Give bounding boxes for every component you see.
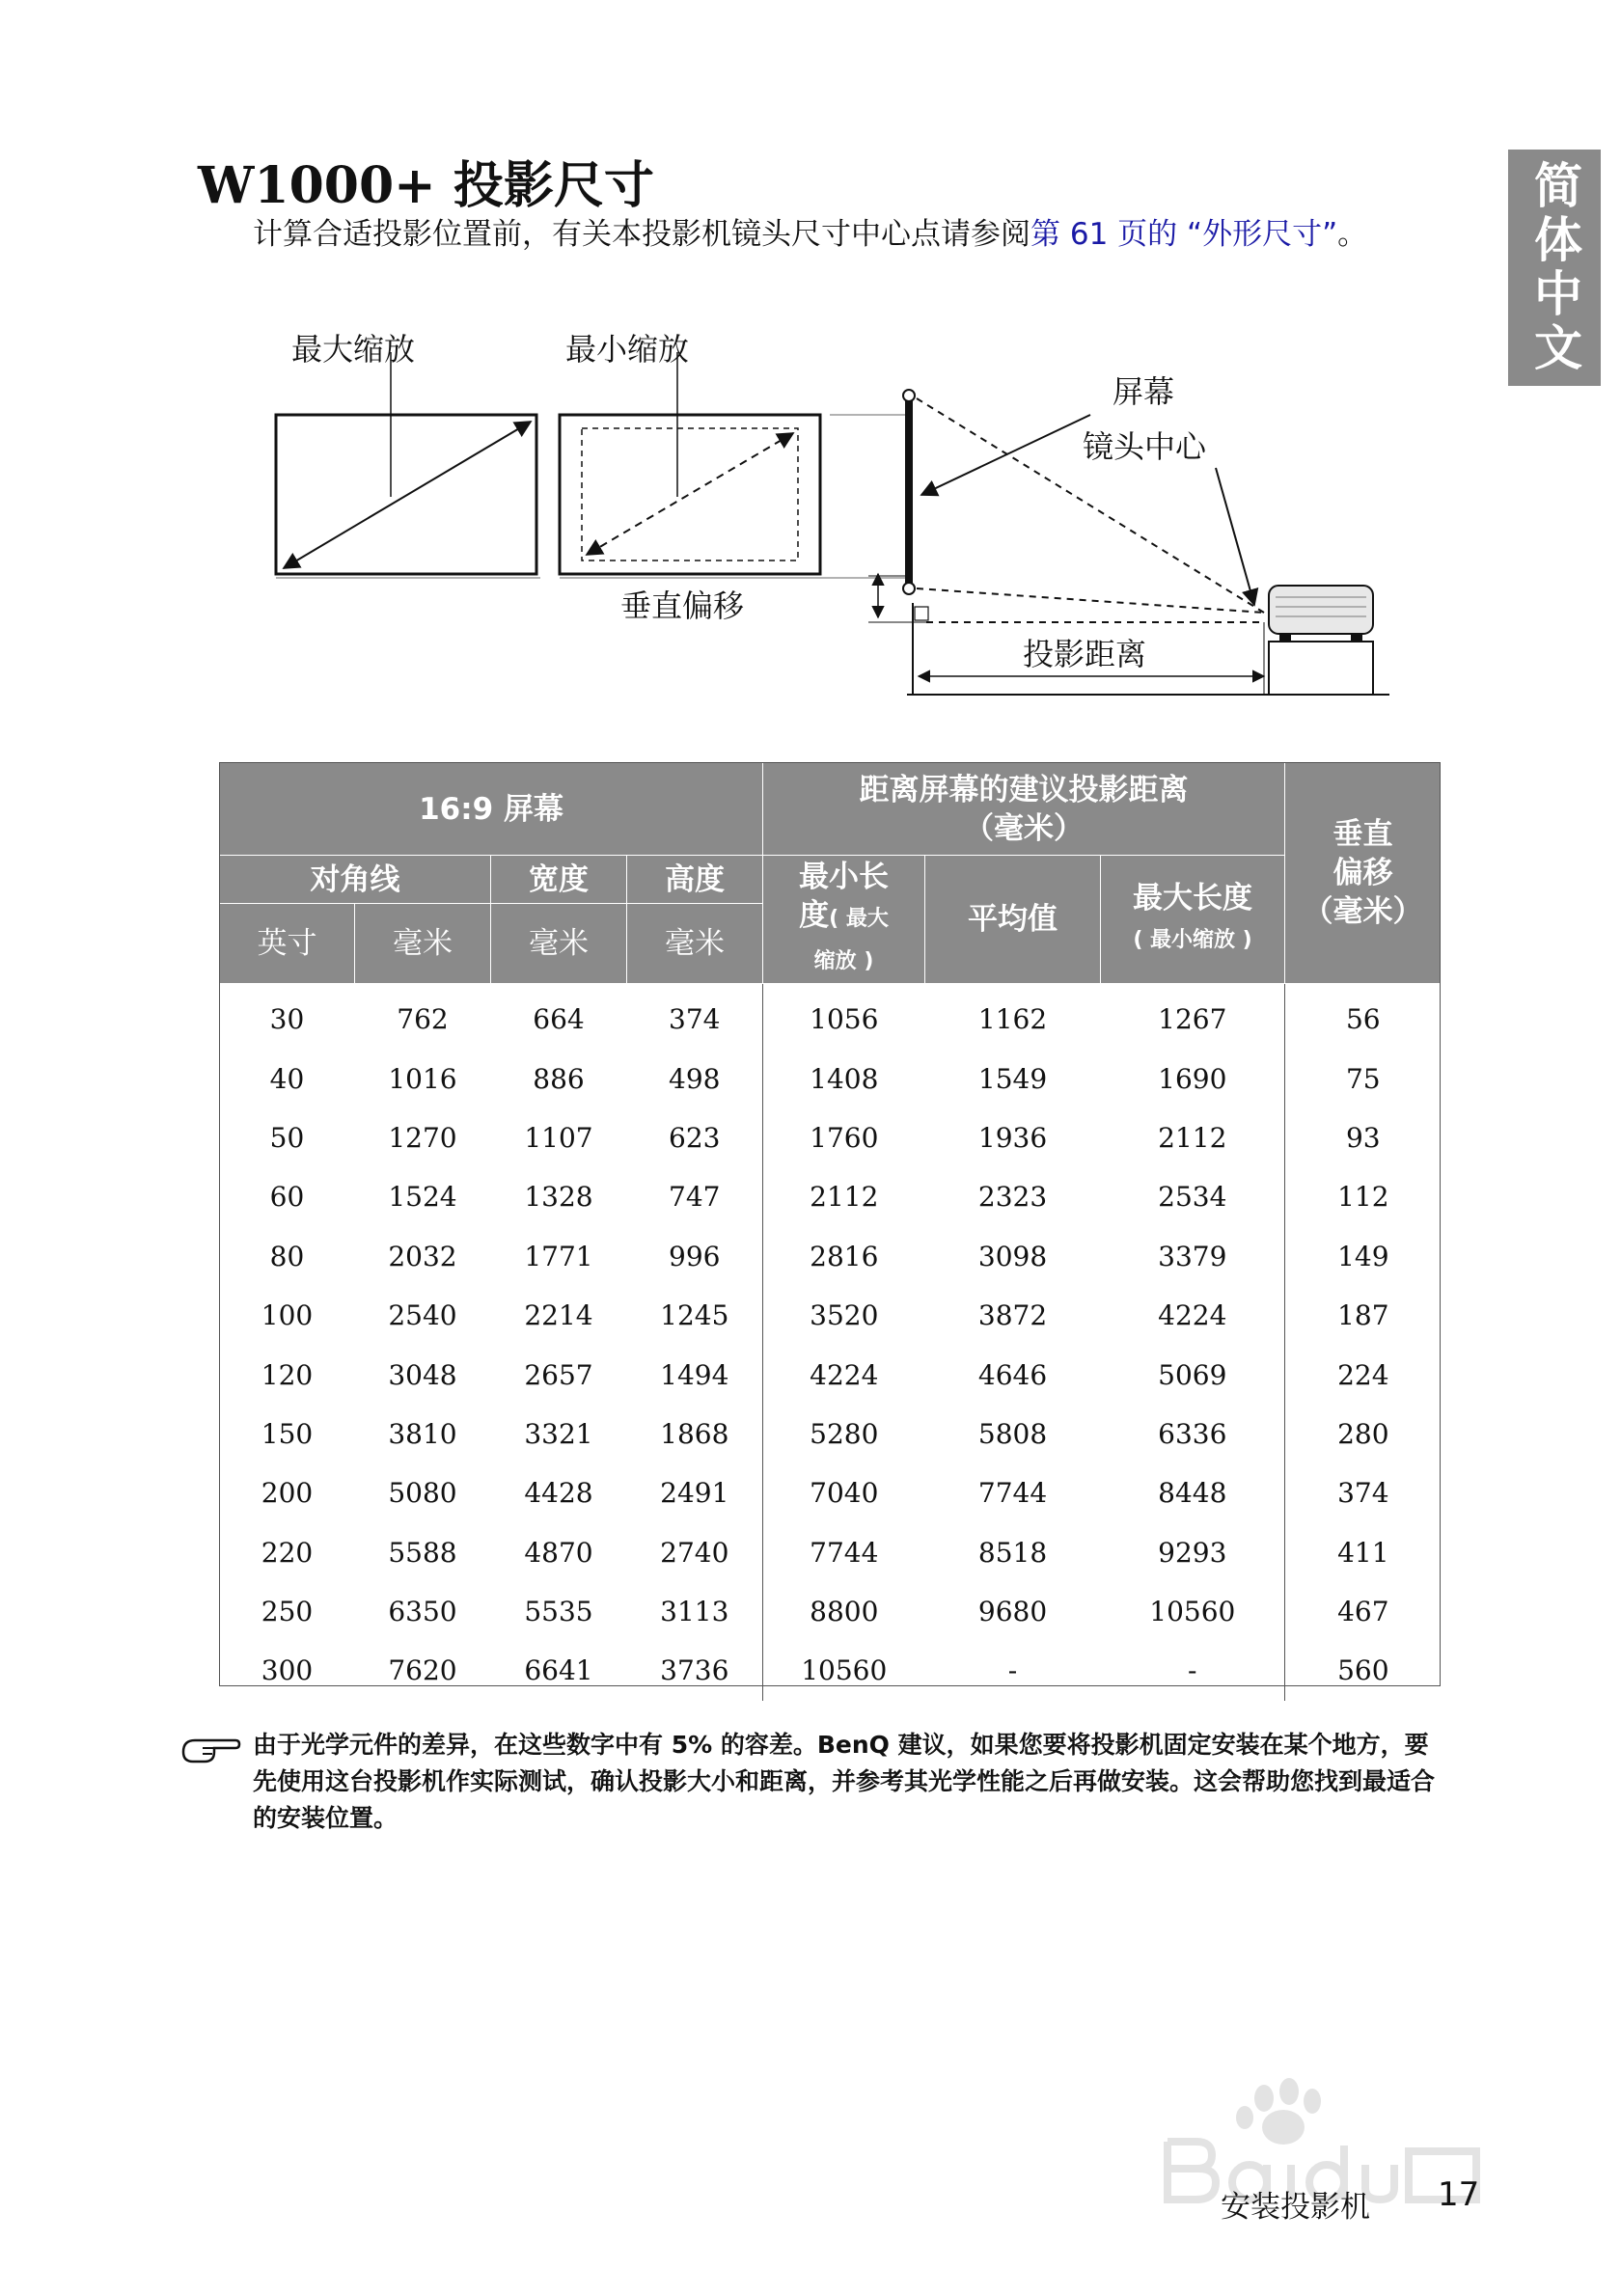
cell-vertical-offset: 560 <box>1337 1654 1389 1687</box>
cell-inch: 120 <box>261 1358 314 1391</box>
table-row <box>220 1345 1442 1404</box>
cell-height-mm: 3736 <box>627 1641 763 1700</box>
cell-height-mm: 498 <box>627 1049 763 1107</box>
header-max-line2: ( 最小缩放 ) <box>1133 928 1252 952</box>
cell-width-mm: 886 <box>533 1062 585 1095</box>
projection-diagram <box>251 323 1409 709</box>
cell-width-mm: 664 <box>533 1003 585 1036</box>
cell-max-distance: 9293 <box>1101 1523 1285 1582</box>
table-row <box>220 1049 1442 1107</box>
cell-height-mm: 2491 <box>627 1463 763 1522</box>
cell-min-distance: 8800 <box>810 1596 879 1628</box>
max-zoom-label: 最大缩放 <box>291 331 416 368</box>
table-row <box>220 1463 1442 1522</box>
cell-vertical-offset: 56 <box>1345 1003 1381 1036</box>
cell-max-distance: - <box>1101 1641 1285 1700</box>
cell-max-distance: 2112 <box>1101 1108 1285 1167</box>
cell-height-mm: 374 <box>627 984 763 1050</box>
pointing-hand-icon <box>181 1733 241 1765</box>
cell-diagonal-mm: 762 <box>397 1003 449 1036</box>
cell-diagonal-mm: 5080 <box>388 1477 457 1510</box>
cell-max-distance: 5069 <box>1101 1345 1285 1404</box>
cell-min-distance: 1408 <box>810 1062 879 1095</box>
cell-height-mm: 623 <box>627 1108 763 1167</box>
cell-inch: 200 <box>261 1477 314 1510</box>
cell-max-distance: 10560 <box>1101 1582 1285 1641</box>
cell-max-distance: 3379 <box>1101 1227 1285 1286</box>
screen-label: 屏幕 <box>1113 373 1175 410</box>
cell-width-mm: 1328 <box>524 1181 593 1214</box>
header-diagonal: 对角线 <box>220 856 491 904</box>
cell-max-distance: 6336 <box>1101 1405 1285 1463</box>
cell-vertical-offset: 93 <box>1345 1121 1381 1154</box>
header-width-mm: 毫米 <box>491 904 627 984</box>
cell-diagonal-mm: 3810 <box>388 1417 457 1450</box>
cell-avg-distance: 3098 <box>977 1240 1048 1272</box>
cell-max-distance: 4224 <box>1101 1286 1285 1345</box>
cell-min-distance: 3520 <box>810 1299 879 1332</box>
header-min-line1: 最小长 <box>799 860 890 894</box>
cell-min-distance: 2112 <box>810 1181 879 1214</box>
header-offset-line2: 偏移 <box>1333 856 1393 890</box>
cell-avg-distance: 5808 <box>977 1417 1048 1450</box>
header-vertical-offset <box>1285 763 1442 984</box>
cell-avg-distance: 8518 <box>977 1536 1048 1569</box>
header-average: 平均值 <box>925 856 1101 984</box>
cell-vertical-offset: 187 <box>1337 1299 1389 1332</box>
model-name: W1000+ <box>198 156 436 215</box>
cell-height-mm: 3113 <box>627 1582 763 1641</box>
projection-distance-label: 投影距离 <box>1023 636 1147 672</box>
min-zoom-screen-icon <box>560 352 830 578</box>
cell-vertical-offset: 112 <box>1337 1181 1389 1214</box>
cell-diagonal-mm: 3048 <box>388 1358 457 1391</box>
header-min-length <box>763 856 925 984</box>
cell-width-mm: 4428 <box>524 1477 593 1510</box>
header-max-length <box>1101 856 1285 984</box>
cell-inch: 40 <box>269 1062 305 1095</box>
cell-width-mm: 4870 <box>524 1536 593 1569</box>
cell-min-distance: 2816 <box>810 1240 879 1272</box>
cell-height-mm: 996 <box>627 1227 763 1286</box>
min-zoom-label: 最小缩放 <box>565 331 690 368</box>
cell-inch: 300 <box>261 1654 314 1687</box>
page-number: 17 <box>1438 2175 1480 2214</box>
dimensions-page-link[interactable]: 第 61 页的 “外形尺寸” <box>1030 217 1338 252</box>
cell-avg-distance: 9680 <box>977 1596 1048 1628</box>
cell-vertical-offset: 411 <box>1337 1536 1389 1569</box>
tolerance-note: 由于光学元件的差异，在这些数字中有 5% 的容差。BenQ 建议，如果您要将投影机固定安装在某个地方，要先使用这台投影机作实际测试，确认投影大小和距离，并参考其光学性能之后再做安装。这会帮助您找到最适合的安装位置。 <box>253 1731 1436 1832</box>
cell-inch: 220 <box>261 1536 314 1569</box>
cell-inch: 60 <box>269 1181 305 1214</box>
cell-vertical-offset: 149 <box>1337 1240 1389 1272</box>
cell-min-distance: 10560 <box>801 1654 888 1687</box>
intro-text: 计算合适投影位置前，有关本投影机镜头尺寸中心点请参阅 <box>253 217 1030 252</box>
title-text: 投影尺寸 <box>453 157 654 215</box>
header-recommended-distance <box>763 763 1285 856</box>
cell-inch: 250 <box>261 1596 314 1628</box>
cell-vertical-offset: 374 <box>1337 1477 1389 1510</box>
cell-inch: 150 <box>261 1417 314 1450</box>
cell-height-mm: 2740 <box>627 1523 763 1582</box>
table-row <box>220 1167 1442 1226</box>
cell-avg-distance: - <box>1007 1654 1018 1687</box>
header-min-line3: ( 最大 <box>829 907 889 931</box>
intro-paragraph <box>253 214 1411 255</box>
intro-end: 。 <box>1337 217 1368 252</box>
cell-height-mm: 1868 <box>627 1405 763 1463</box>
cell-diagonal-mm: 1270 <box>388 1121 457 1154</box>
cell-avg-distance: 2323 <box>977 1181 1048 1214</box>
header-min-line4: 缩放 ) <box>813 949 874 973</box>
lens-center-label: 镜头中心 <box>1083 428 1207 465</box>
table-row <box>220 984 1442 1050</box>
cell-min-distance: 4224 <box>810 1358 879 1391</box>
cell-avg-distance: 3872 <box>977 1299 1048 1332</box>
cell-min-distance: 7040 <box>810 1477 879 1510</box>
table-row <box>220 1108 1442 1167</box>
header-distance-line1: 距离屏幕的建议投影距离 <box>859 772 1189 807</box>
cell-vertical-offset: 224 <box>1337 1358 1389 1391</box>
cell-min-distance: 5280 <box>810 1417 879 1450</box>
cell-width-mm: 2657 <box>524 1358 593 1391</box>
cell-diagonal-mm: 1016 <box>388 1062 457 1095</box>
screen-side-view <box>830 390 915 695</box>
cell-diagonal-mm: 1524 <box>388 1181 457 1214</box>
header-max-line1: 最大长度 <box>1133 881 1253 916</box>
cell-min-distance: 1056 <box>810 1003 879 1036</box>
cell-max-distance: 1690 <box>1101 1049 1285 1107</box>
table-row <box>220 1523 1442 1582</box>
header-distance-unit: （毫米） <box>964 810 1085 846</box>
cell-avg-distance: 4646 <box>977 1358 1048 1391</box>
cell-width-mm: 2214 <box>524 1299 593 1332</box>
cell-height-mm: 1494 <box>627 1345 763 1404</box>
table-row <box>220 1641 1442 1700</box>
cell-max-distance: 1267 <box>1101 984 1285 1050</box>
cell-diagonal-mm: 2032 <box>388 1240 457 1272</box>
header-diagonal-mm: 毫米 <box>355 904 491 984</box>
cell-width-mm: 1771 <box>524 1240 593 1272</box>
cell-width-mm: 5535 <box>524 1596 593 1628</box>
cell-diagonal-mm: 7620 <box>388 1654 457 1687</box>
cell-width-mm: 6641 <box>524 1654 593 1687</box>
cell-avg-distance: 1549 <box>977 1062 1048 1095</box>
projection-size-table <box>219 762 1442 1701</box>
cell-diagonal-mm: 6350 <box>388 1596 457 1628</box>
cell-avg-distance: 1936 <box>977 1121 1048 1154</box>
table-body <box>220 984 1442 1701</box>
cell-min-distance: 1760 <box>810 1121 879 1154</box>
language-tab[interactable]: 简体中文 <box>1508 150 1601 386</box>
cell-vertical-offset: 280 <box>1337 1417 1389 1450</box>
table-row <box>220 1405 1442 1463</box>
cell-height-mm: 747 <box>627 1167 763 1226</box>
cell-diagonal-mm: 5588 <box>388 1536 457 1569</box>
page-title <box>198 145 654 217</box>
footer-section-title: 安装投影机 <box>1221 2190 1370 2225</box>
cell-width-mm: 1107 <box>524 1121 593 1154</box>
header-offset-unit: （毫米） <box>1303 894 1423 929</box>
cell-inch: 100 <box>261 1299 314 1332</box>
cell-max-distance: 8448 <box>1101 1463 1285 1522</box>
cell-max-distance: 2534 <box>1101 1167 1285 1226</box>
cell-width-mm: 3321 <box>524 1417 593 1450</box>
cell-avg-distance: 1162 <box>977 1003 1048 1036</box>
cell-avg-distance: 7744 <box>977 1477 1048 1510</box>
projector-icon <box>1269 586 1373 695</box>
table-row <box>220 1227 1442 1286</box>
cell-inch: 50 <box>269 1121 305 1154</box>
header-width: 宽度 <box>491 856 627 904</box>
cell-vertical-offset: 75 <box>1345 1062 1381 1095</box>
header-min-line2: 度 <box>799 898 830 933</box>
cell-diagonal-mm: 2540 <box>388 1299 457 1332</box>
vertical-offset-marker <box>868 574 928 622</box>
vertical-offset-label: 垂直偏移 <box>620 588 745 624</box>
cell-vertical-offset: 467 <box>1337 1596 1389 1628</box>
table-row <box>220 1582 1442 1641</box>
max-zoom-screen-icon <box>276 352 540 578</box>
table-row <box>220 1286 1442 1345</box>
cell-inch: 30 <box>269 1003 305 1036</box>
header-height: 高度 <box>627 856 763 904</box>
header-offset-line1: 垂直 <box>1333 817 1393 852</box>
cell-min-distance: 7744 <box>810 1536 879 1569</box>
header-inch: 英寸 <box>220 904 355 984</box>
header-screen-16x9: 16:9 屏幕 <box>220 763 763 856</box>
header-height-mm: 毫米 <box>627 904 763 984</box>
cell-height-mm: 1245 <box>627 1286 763 1345</box>
projection-diagram-drawing <box>251 323 1409 709</box>
cell-inch: 80 <box>269 1240 305 1272</box>
